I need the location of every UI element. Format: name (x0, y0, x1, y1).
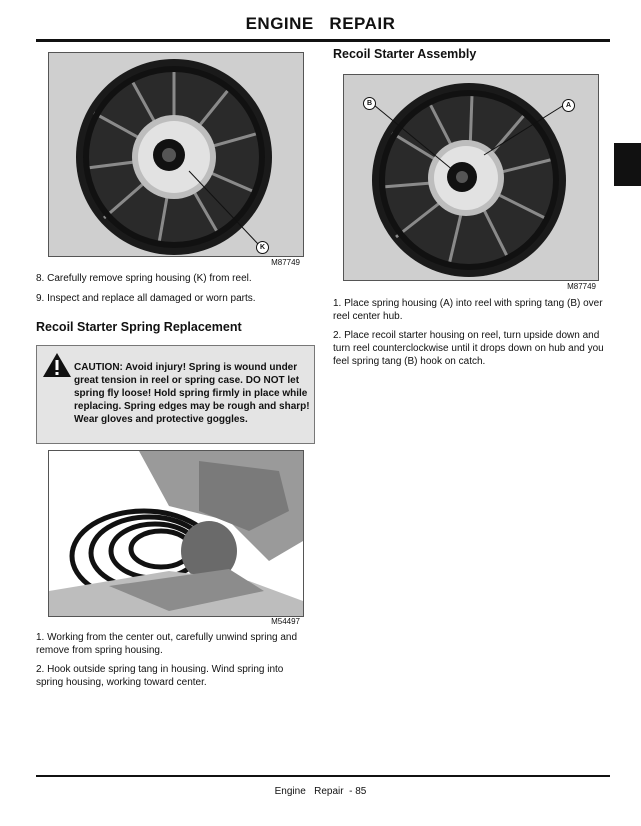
reel-photo-ab (343, 74, 599, 281)
section-tab-marker (614, 143, 641, 186)
footer-rule (36, 775, 610, 777)
step-unwind: 1. Working from the center out, carefully unwind spring and remove from spring housing. (36, 632, 298, 656)
heading-spring-replacement: Recoil Starter Spring Replacement (36, 320, 242, 334)
step-place-starter: 2. Place recoil starter housing on reel, turn upside down and turn reel counterclockwise until it drops down on hub and you feel spring tang (B) hook on catch. (333, 330, 604, 367)
page-footer: Engine Repair - 85 (274, 786, 367, 797)
heading-starter-assembly: Recoil Starter Assembly (333, 47, 477, 61)
reel-photo-k (48, 52, 304, 257)
step-9: 9. Inspect and replace all damaged or worn parts. (36, 293, 256, 304)
warning-icon (42, 352, 72, 378)
caution-box (36, 345, 315, 444)
page-header-title: ENGINE REPAIR (245, 14, 396, 33)
step-8: 8. Carefully remove spring housing (K) from reel. (36, 273, 252, 284)
step-hook: 2. Hook outside spring tang in housing. Wind spring into spring housing, working toward center. (36, 664, 284, 688)
caution-text: CAUTION: Avoid injury! Spring is wound under great tension in reel or spring case. DO NOT let spring fly loose! Hold spring firmly in place while replacing. Spring edges may be rough and sharp! Wear gloves and protective goggles. (74, 362, 310, 425)
figure-id-3: M87749 (567, 282, 596, 291)
figure-id-1: M87749 (271, 258, 300, 267)
spring-photo (48, 450, 304, 617)
header-rule (36, 39, 610, 42)
callout-b: B (363, 97, 376, 110)
step-place-housing: 1. Place spring housing (A) into reel with spring tang (B) over reel center hub. (333, 298, 603, 322)
callout-k: K (256, 241, 269, 254)
figure-id-2: M54497 (271, 617, 300, 626)
callout-a: A (562, 99, 575, 112)
